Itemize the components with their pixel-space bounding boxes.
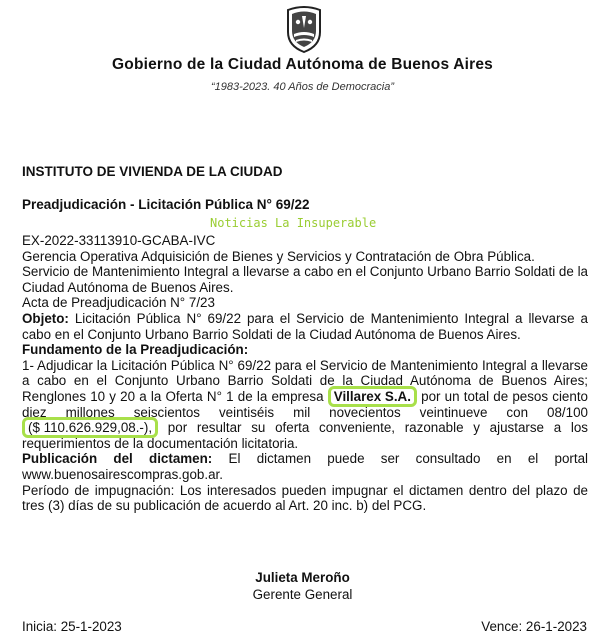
amount-highlight: ($ 110.626.929,08.-), [22, 417, 158, 438]
act-line: Acta de Preadjudicación N° 7/23 [22, 295, 215, 311]
start-date: Inicia: 25-1-2023 [22, 619, 122, 634]
objeto-paragraph [22, 311, 588, 342]
organization-heading: INSTITUTO DE VIVIENDA DE LA CIUDAD [22, 164, 283, 179]
tender-title: Preadjudicación - Licitación Pública N° 69/22 [22, 197, 310, 212]
publicacion-text: El dictamen puede ser consultado en el portal www.buenosairescompras.gob.ar. [22, 451, 588, 482]
award-paragraph [22, 358, 588, 452]
city-coat-of-arms-icon [282, 4, 326, 54]
signatory-role: Gerente General [252, 587, 353, 602]
watermark-text: Noticias La Insuperable [210, 216, 377, 230]
signatory-name: Julieta Meroño [255, 570, 350, 585]
government-title: Gobierno de la Ciudad Autónoma de Buenos Aires [112, 56, 493, 73]
publicacion-paragraph [22, 451, 588, 482]
award-text-part3: por resultar su oferta conveniente, razonable y ajustarse a los requerimientos de la documentación licitatoria. [22, 420, 588, 451]
publicacion-label: Publicación del dictamen: [22, 451, 213, 467]
government-subtitle: “1983-2023. 40 Años de Democracia” [210, 81, 395, 93]
award-text-part1: 1- Adjudicar la Licitación Pública N° 69/22 para el Servicio de Mantenimiento Integral a llevarse a cabo en el Conjunto Urbano Barrio Soldati de la Ciudad Autónoma de Buenos Aires; Renglones 10 y 20 a la Oferta N° 1 de la empresa [22, 357, 588, 404]
due-date: Vence: 26-1-2023 [481, 619, 587, 634]
document-body [22, 233, 588, 514]
award-text-part2: por un total de pesos ciento diez millones seiscientos veintiséis mil novecientos veintinueve con 08/100 [22, 388, 588, 420]
impugnacion-paragraph: Período de impugnación: Los interesados pueden impugnar el dictamen dentro del plazo de tres (3) días de su publicación de acuerdo al Art. 20 inc. b) del PCG. [22, 482, 588, 514]
fundamento-label [22, 342, 588, 358]
objeto-text: Licitación Pública N° 69/22 para el Servicio de Mantenimiento Integral a llevarse a cabo en el Conjunto Urbano Barrio Soldati de la Ciudad Autónoma de Buenos Aires. [22, 310, 588, 342]
fundamento-label-text: Fundamento de la Preadjudicación: [22, 342, 249, 358]
service-line: Servicio de Mantenimiento Integral a llevarse a cabo en el Conjunto Urbano Barrio Soldati de la Ciudad Autónoma de Buenos Aires. [22, 264, 588, 295]
company-highlight: Villarex S.A. [328, 386, 417, 407]
management-line: Gerencia Operativa Adquisición de Bienes y Servicios y Contratación de Obra Pública. [22, 248, 535, 264]
file-number: EX-2022-33113910-GCABA-IVC [22, 233, 216, 248]
objeto-label: Objeto: [22, 310, 69, 326]
